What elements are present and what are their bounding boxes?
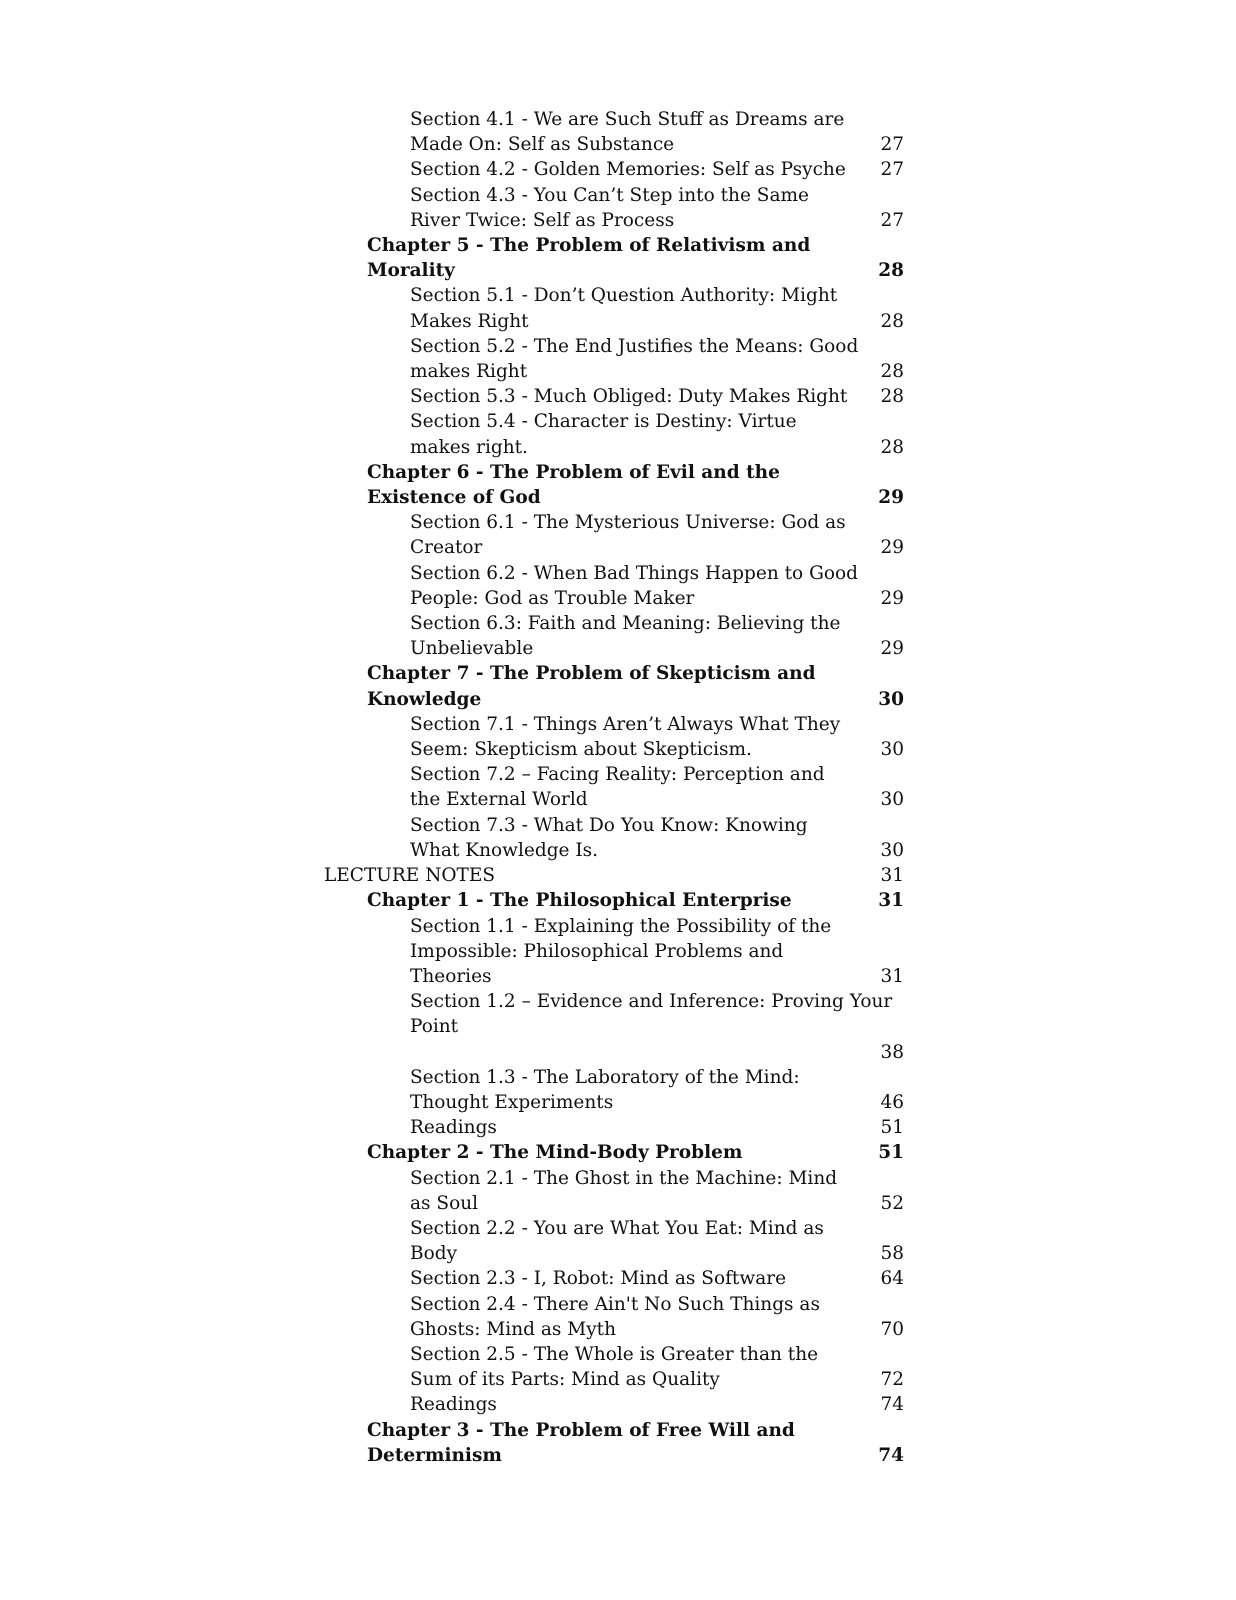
toc-entry-page-number: 27 [880, 134, 904, 156]
toc-entry-section[interactable] [324, 1065, 904, 1115]
toc-entry-page-number: 38 [880, 1041, 904, 1063]
toc-entry-section[interactable] [324, 1216, 904, 1266]
toc-entry-section[interactable] [324, 1115, 904, 1140]
toc-entry-title: Section 2.5 - The Whole is Greater than the Sum of its Parts: Mind as Quality [410, 1343, 819, 1391]
toc-entry-section[interactable] [324, 1266, 904, 1291]
toc-entry-title: Section 6.1 - The Mysterious Universe: God as Creator [410, 512, 846, 559]
toc-entry-page-number: 31 [878, 890, 904, 912]
toc-entry-section[interactable] [324, 762, 904, 812]
toc-entry-page-number: 51 [880, 1117, 904, 1139]
toc-entry-page-number: 30 [880, 839, 904, 861]
toc-entry-title: Chapter 3 - The Problem of Free Will and Determinism [367, 1419, 795, 1466]
toc-entry-section[interactable] [324, 510, 904, 560]
toc-entry-chapter[interactable] [324, 1418, 904, 1468]
toc-entry-title: Chapter 1 - The Philosophical Enterprise [367, 890, 792, 912]
toc-entry-page-number: 27 [880, 209, 904, 231]
toc-entry-page-number: 30 [880, 739, 904, 761]
toc-entry-title: LECTURE NOTES [324, 865, 496, 887]
toc-entry-page-number: 28 [878, 260, 904, 282]
toc-entry-title: Chapter 2 - The Mind-Body Problem [367, 1142, 743, 1164]
toc-entry-title: Section 7.1 - Things Aren’t Always What They Seem: Skepticism about Skepticism. [410, 713, 841, 761]
toc-entry-section[interactable] [324, 712, 904, 762]
toc-entry-page-number: 29 [880, 587, 904, 609]
toc-entry-title: Section 6.3: Faith and Meaning: Believing the Unbelievable [410, 613, 841, 660]
toc-entry-title: Section 1.2 – Evidence and Inference: Proving Your Point [410, 991, 893, 1038]
toc-entry-page-number: 29 [878, 487, 904, 509]
toc-entry-chapter[interactable] [324, 888, 904, 913]
toc-entry-title: Chapter 7 - The Problem of Skepticism and Knowledge [367, 663, 816, 710]
toc-entry-title: Section 5.2 - The End Justifies the Means: Good makes Right [410, 335, 859, 383]
toc-entry-page-number: 72 [880, 1369, 904, 1391]
toc-entry-title: Section 4.3 - You Can’t Step into the Same River Twice: Self as Process [410, 184, 809, 231]
toc-entry-chapter[interactable] [324, 233, 904, 283]
toc-entry-title: Section 2.2 - You are What You Eat: Mind as Body [410, 1217, 824, 1265]
toc-entry-part[interactable] [324, 863, 904, 888]
toc-entry-page-number: 46 [880, 1091, 904, 1113]
toc-entry-page-number: 74 [878, 1444, 904, 1466]
toc-entry-title: Section 2.1 - The Ghost in the Machine: Mind as Soul [410, 1167, 838, 1214]
toc-entry-page-number: 74 [880, 1394, 904, 1416]
toc-entry-page-number: 29 [880, 537, 904, 559]
toc-entry-page-number: 29 [880, 638, 904, 660]
toc-entry-title: Chapter 5 - The Problem of Relativism and Morality [367, 235, 811, 282]
toc-entry-page-number: 27 [880, 159, 904, 181]
toc-entry-title: Chapter 6 - The Problem of Evil and the Existence of God [367, 461, 780, 509]
toc-entry-section[interactable] [324, 157, 904, 182]
toc-entry-page-number: 28 [880, 386, 904, 408]
toc-entry-section[interactable] [324, 1292, 904, 1342]
toc-entry-title: Section 7.2 – Facing Reality: Perception and the External World [410, 764, 825, 811]
toc-entry-section[interactable] [324, 334, 904, 384]
toc-entry-title: Section 4.2 - Golden Memories: Self as Psyche [410, 159, 846, 181]
table-of-contents [324, 107, 904, 1468]
toc-entry-title: Section 1.3 - The Laboratory of the Mind: Thought Experiments [410, 1066, 800, 1113]
toc-entry-title: Readings [410, 1117, 497, 1139]
toc-entry-title: Section 7.3 - What Do You Know: Knowing What Knowledge Is. [410, 814, 808, 861]
toc-entry-section[interactable] [324, 561, 904, 611]
toc-entry-title: Section 5.3 - Much Obliged: Duty Makes Right [410, 386, 848, 408]
toc-entry-page-number: 31 [880, 965, 904, 987]
toc-entry-page-number: 70 [880, 1318, 904, 1340]
toc-entry-section[interactable] [324, 384, 904, 409]
toc-entry-section[interactable] [324, 1392, 904, 1417]
toc-entry-page-number: 51 [878, 1142, 904, 1164]
toc-entry-chapter[interactable] [324, 661, 904, 711]
toc-entry-title: Section 2.3 - I, Robot: Mind as Software [410, 1268, 787, 1290]
toc-entry-section[interactable] [324, 611, 904, 661]
toc-entry-page-number: 28 [880, 361, 904, 383]
toc-entry-page-number: 58 [880, 1243, 904, 1265]
toc-entry-section[interactable] [324, 813, 904, 863]
toc-entry-title: Section 2.4 - There Ain't No Such Things as Ghosts: Mind as Myth [410, 1293, 820, 1340]
toc-entry-section[interactable] [324, 409, 904, 459]
toc-entry-title: Section 5.1 - Don’t Question Authority: Might Makes Right [410, 285, 838, 332]
toc-entry-title: Section 5.4 - Character is Destiny: Virtue makes right. [410, 411, 797, 458]
toc-entry-page-number: 31 [880, 865, 904, 887]
toc-entry-page-number: 52 [880, 1192, 904, 1214]
toc-entry-title: Section 6.2 - When Bad Things Happen to Good People: God as Trouble Maker [410, 562, 858, 609]
toc-entry-section[interactable] [324, 283, 904, 333]
toc-entry-page-number: 28 [880, 436, 904, 458]
toc-entry-page-number: 64 [880, 1268, 904, 1290]
toc-entry-section[interactable] [324, 107, 904, 157]
toc-entry-section[interactable] [324, 914, 904, 990]
toc-entry-page-number: 30 [878, 688, 904, 710]
toc-entry-title: Section 4.1 - We are Such Stuff as Dreams are Made On: Self as Substance [410, 109, 845, 156]
toc-entry-section[interactable] [324, 989, 904, 1065]
toc-entry-title: Readings [410, 1394, 497, 1416]
toc-entry-title: Section 1.1 - Explaining the Possibility of the Impossible: Philosophical Problems and Theories [410, 915, 832, 987]
toc-entry-page-number: 30 [880, 789, 904, 811]
toc-entry-section[interactable] [324, 1342, 904, 1392]
toc-entry-chapter[interactable] [324, 460, 904, 510]
toc-entry-chapter[interactable] [324, 1140, 904, 1165]
toc-entry-page-number: 28 [880, 310, 904, 332]
toc-entry-section[interactable] [324, 183, 904, 233]
toc-entry-section[interactable] [324, 1166, 904, 1216]
